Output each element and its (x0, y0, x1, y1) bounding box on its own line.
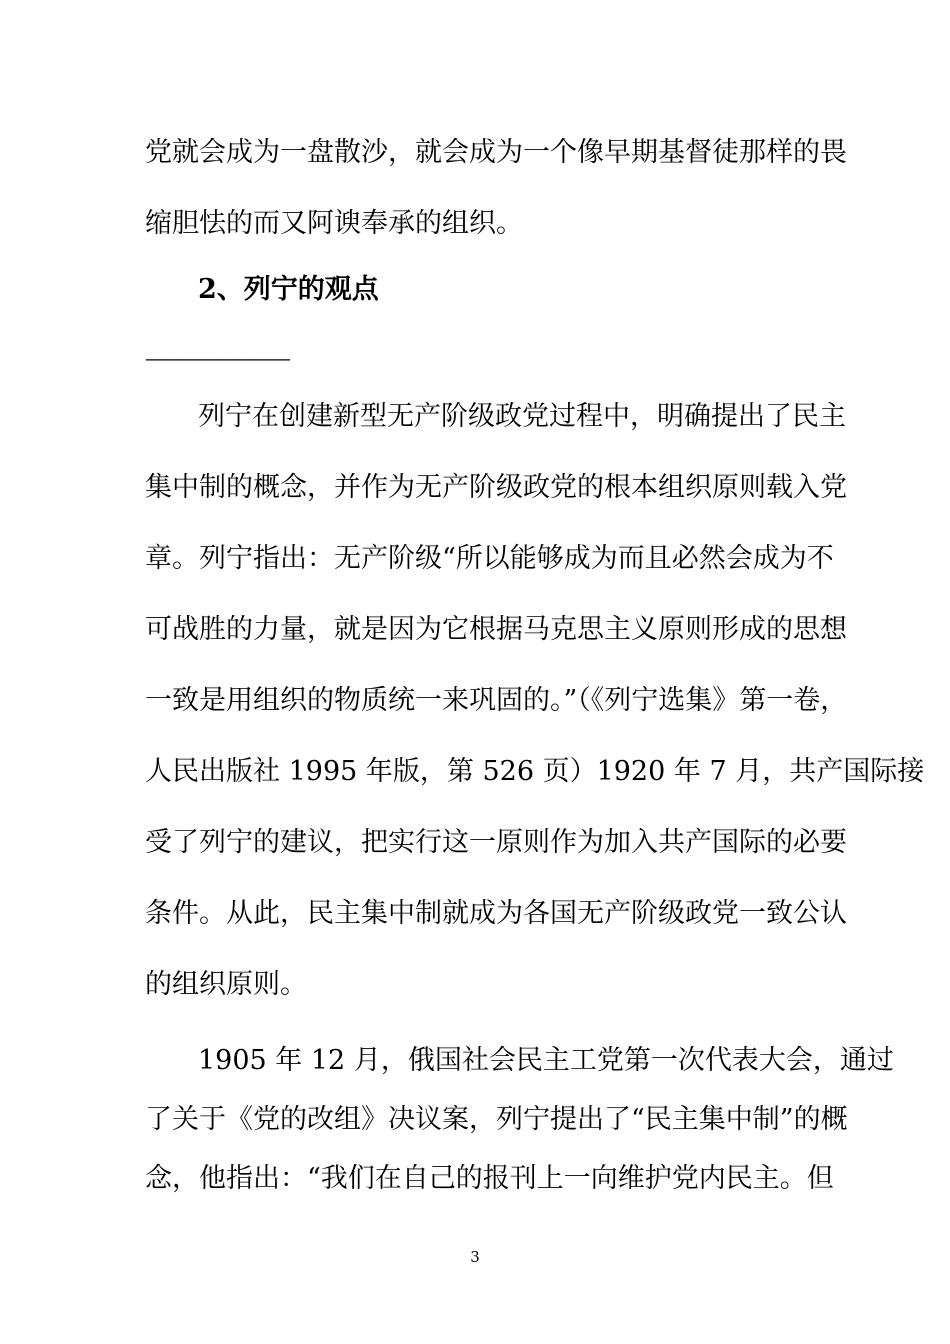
paragraph-line: 党就会成为一盘散沙，就会成为一个像早期基督徒那样的畏 (145, 137, 847, 168)
section-heading: 2、列宁的观点 (198, 274, 379, 305)
paragraph-line: 受了列宁的建议，把实行这一原则作为加入共产国际的必要 (145, 827, 847, 858)
paragraph-line: 条件。从此，民主集中制就成为各国无产阶级政党一致公认 (145, 898, 847, 929)
paragraph-line: 了关于《党的改组》决议案，列宁提出了“民主集中制”的概 (145, 1104, 848, 1135)
paragraph-line: 集中制的概念，并作为无产阶级政党的根本组织原则载入党 (145, 472, 847, 503)
paragraph-line: 列宁在创建新型无产阶级政党过程中，明确提出了民主 (198, 401, 846, 432)
paragraph-line: 念，他指出：“我们在自己的报刊上一向维护党内民主。但 (145, 1163, 834, 1194)
separator-line: ———————— (145, 346, 289, 370)
paragraph-line: 章。列宁指出：无产阶级“所以能够成为而且必然会成为不 (145, 543, 834, 574)
page-number: 3 (470, 1248, 480, 1266)
paragraph-line: 缩胆怯的而又阿谀奉承的组织。 (145, 208, 523, 239)
paragraph-line: 可战胜的力量，就是因为它根据马克思主义原则形成的思想 (145, 614, 847, 645)
paragraph-line: 一致是用组织的物质统一来巩固的。”（《列宁选集》第一卷， (145, 685, 848, 716)
paragraph-line: 的组织原则。 (145, 969, 307, 1000)
paragraph-line: 1905 年 12 月，俄国社会民主工党第一次代表大会，通过 (198, 1045, 894, 1076)
paragraph-line: 人民出版社 1995 年版，第 526 页）1920 年 7 月，共产国际接 (145, 756, 925, 787)
